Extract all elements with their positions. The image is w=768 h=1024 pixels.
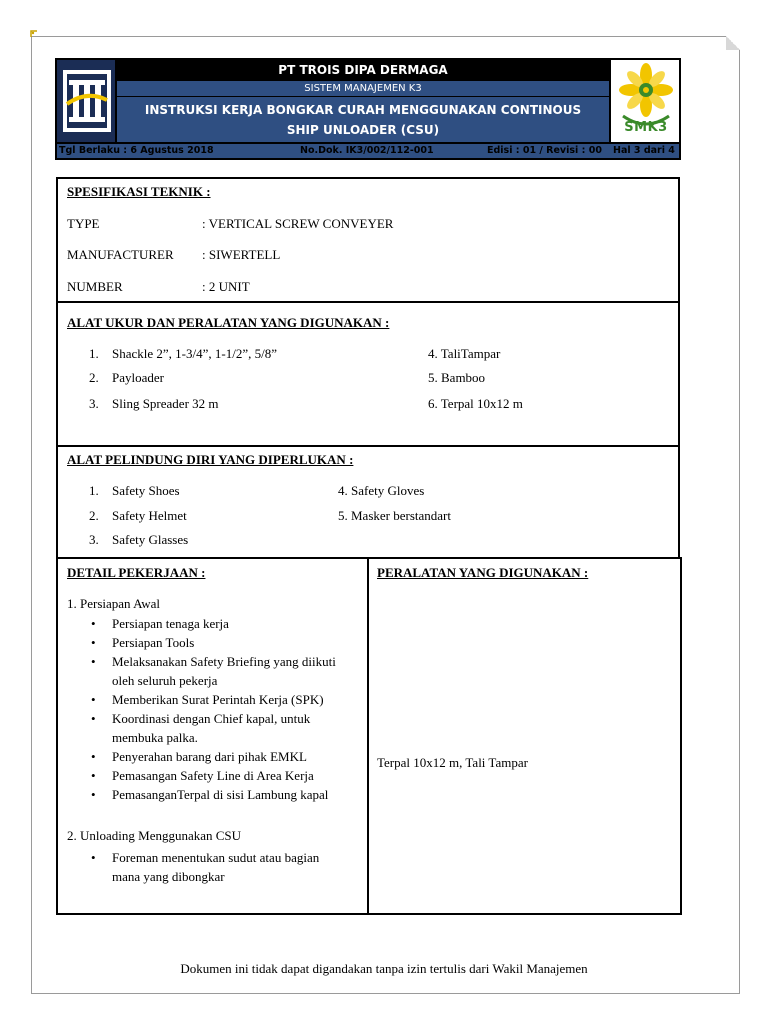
company-logo xyxy=(57,60,117,142)
alat-ukur-item-6: 6. Terpal 10x12 m xyxy=(428,396,523,411)
alat-ukur-num-1: 1. xyxy=(89,346,99,361)
spec-type-label: TYPE xyxy=(67,216,100,231)
smk3-logo xyxy=(609,60,679,142)
document-footer: Dokumen ini tidak dapat digandakan tanpa izin tertulis dari Wakil Manajemen xyxy=(180,961,588,976)
spec-number-value: : 2 UNIT xyxy=(202,279,250,294)
spec-manufacturer-value: : SIWERTELL xyxy=(202,247,281,262)
apd-item-1: Safety Shoes xyxy=(112,483,180,498)
trois-dipa-logo-icon xyxy=(57,60,117,142)
alat-ukur-item-5: 5. Bamboo xyxy=(428,370,486,385)
peralatan-value: Terpal 10x12 m, Tali Tampar xyxy=(377,755,528,770)
page-number: Hal 3 dari 4 xyxy=(613,145,675,156)
apd-item-4: 4. Safety Gloves xyxy=(338,483,425,498)
step-2-heading: 2. Unloading Menggunakan CSU xyxy=(67,828,242,843)
document-header xyxy=(55,58,681,160)
list-item: • Melaksanakan Safety Briefing yang diikuti xyxy=(91,654,336,669)
company-name: PT TROIS DIPA DERMAGA xyxy=(117,60,609,80)
list-item-continuation: oleh seluruh pekerja xyxy=(112,673,218,688)
apd-num-3: 3. xyxy=(89,532,99,547)
crop-mark-icon xyxy=(30,30,38,38)
step-1-heading: 1. Persiapan Awal xyxy=(67,596,161,611)
peralatan-section xyxy=(367,557,682,915)
list-item: • PemasanganTerpal di sisi Lambung kapal xyxy=(91,787,329,802)
spesifikasi-title: SPESIFIKASI TEKNIK : xyxy=(67,184,211,199)
smk3-logo-text: SMK3 xyxy=(624,120,668,135)
list-item: • Koordinasi dengan Chief kapal, untuk xyxy=(91,711,311,726)
list-item: • Persiapan tenaga kerja xyxy=(91,616,229,631)
list-item-continuation: mana yang dibongkar xyxy=(112,869,225,884)
spec-manufacturer-label: MANUFACTURER xyxy=(67,247,174,262)
page-bottom-edge xyxy=(31,993,740,994)
document-info-bar xyxy=(57,142,679,158)
spec-type-value: : VERTICAL SCREW CONVEYER xyxy=(202,216,394,231)
apd-item-3: Safety Glasses xyxy=(112,532,189,547)
alat-ukur-item-4: 4. TaliTampar xyxy=(428,346,501,361)
list-item-continuation: membuka palka. xyxy=(112,730,198,745)
detail-pekerjaan-title: DETAIL PEKERJAAN : xyxy=(67,565,206,580)
list-item: • Persiapan Tools xyxy=(91,635,195,650)
list-item: • Penyerahan barang dari pihak EMKL xyxy=(91,749,307,764)
peralatan-title: PERALATAN YANG DIGUNAKAN : xyxy=(377,565,589,580)
alat-ukur-num-2: 2. xyxy=(89,370,99,385)
step-2-list xyxy=(91,848,361,886)
alat-ukur-title: ALAT UKUR DAN PERALATAN YANG DIGUNAKAN : xyxy=(67,315,390,330)
alat-ukur-item-3: Sling Spreader 32 m xyxy=(112,396,219,411)
list-item: • Memberikan Surat Perintah Kerja (SPK) xyxy=(91,692,324,707)
alat-ukur-item-1: Shackle 2”, 1-3/4”, 1-1/2”, 5/8” xyxy=(112,346,277,361)
step-1-list xyxy=(91,614,361,804)
management-system-label: SISTEM MANAJEMEN K3 xyxy=(117,80,609,96)
effective-date: Tgl Berlaku : 6 Agustus 2018 xyxy=(59,145,214,156)
document-title: INSTRUKSI KERJA BONGKAR CURAH MENGGUNAKAN CONTINOUS SHIP UNLOADER (CSU) xyxy=(117,96,609,142)
apd-title: ALAT PELINDUNG DIRI YANG DIPERLUKAN : xyxy=(67,452,354,467)
alat-ukur-item-2: Payloader xyxy=(112,370,164,385)
spec-number-label: NUMBER xyxy=(67,279,123,294)
apd-num-2: 2. xyxy=(89,508,99,523)
apd-item-2: Safety Helmet xyxy=(112,508,187,523)
document-number: No.Dok. IK3/002/112-001 xyxy=(300,145,434,156)
page-fold-corner xyxy=(726,36,740,50)
list-item: • Pemasangan Safety Line di Area Kerja xyxy=(91,768,314,783)
alat-ukur-num-3: 3. xyxy=(89,396,99,411)
apd-item-5: 5. Masker berstandart xyxy=(338,508,451,523)
edition-revision: Edisi : 01 / Revisi : 00 xyxy=(487,145,602,156)
apd-num-1: 1. xyxy=(89,483,99,498)
list-item: • Foreman menentukan sudut atau bagian xyxy=(91,850,320,865)
